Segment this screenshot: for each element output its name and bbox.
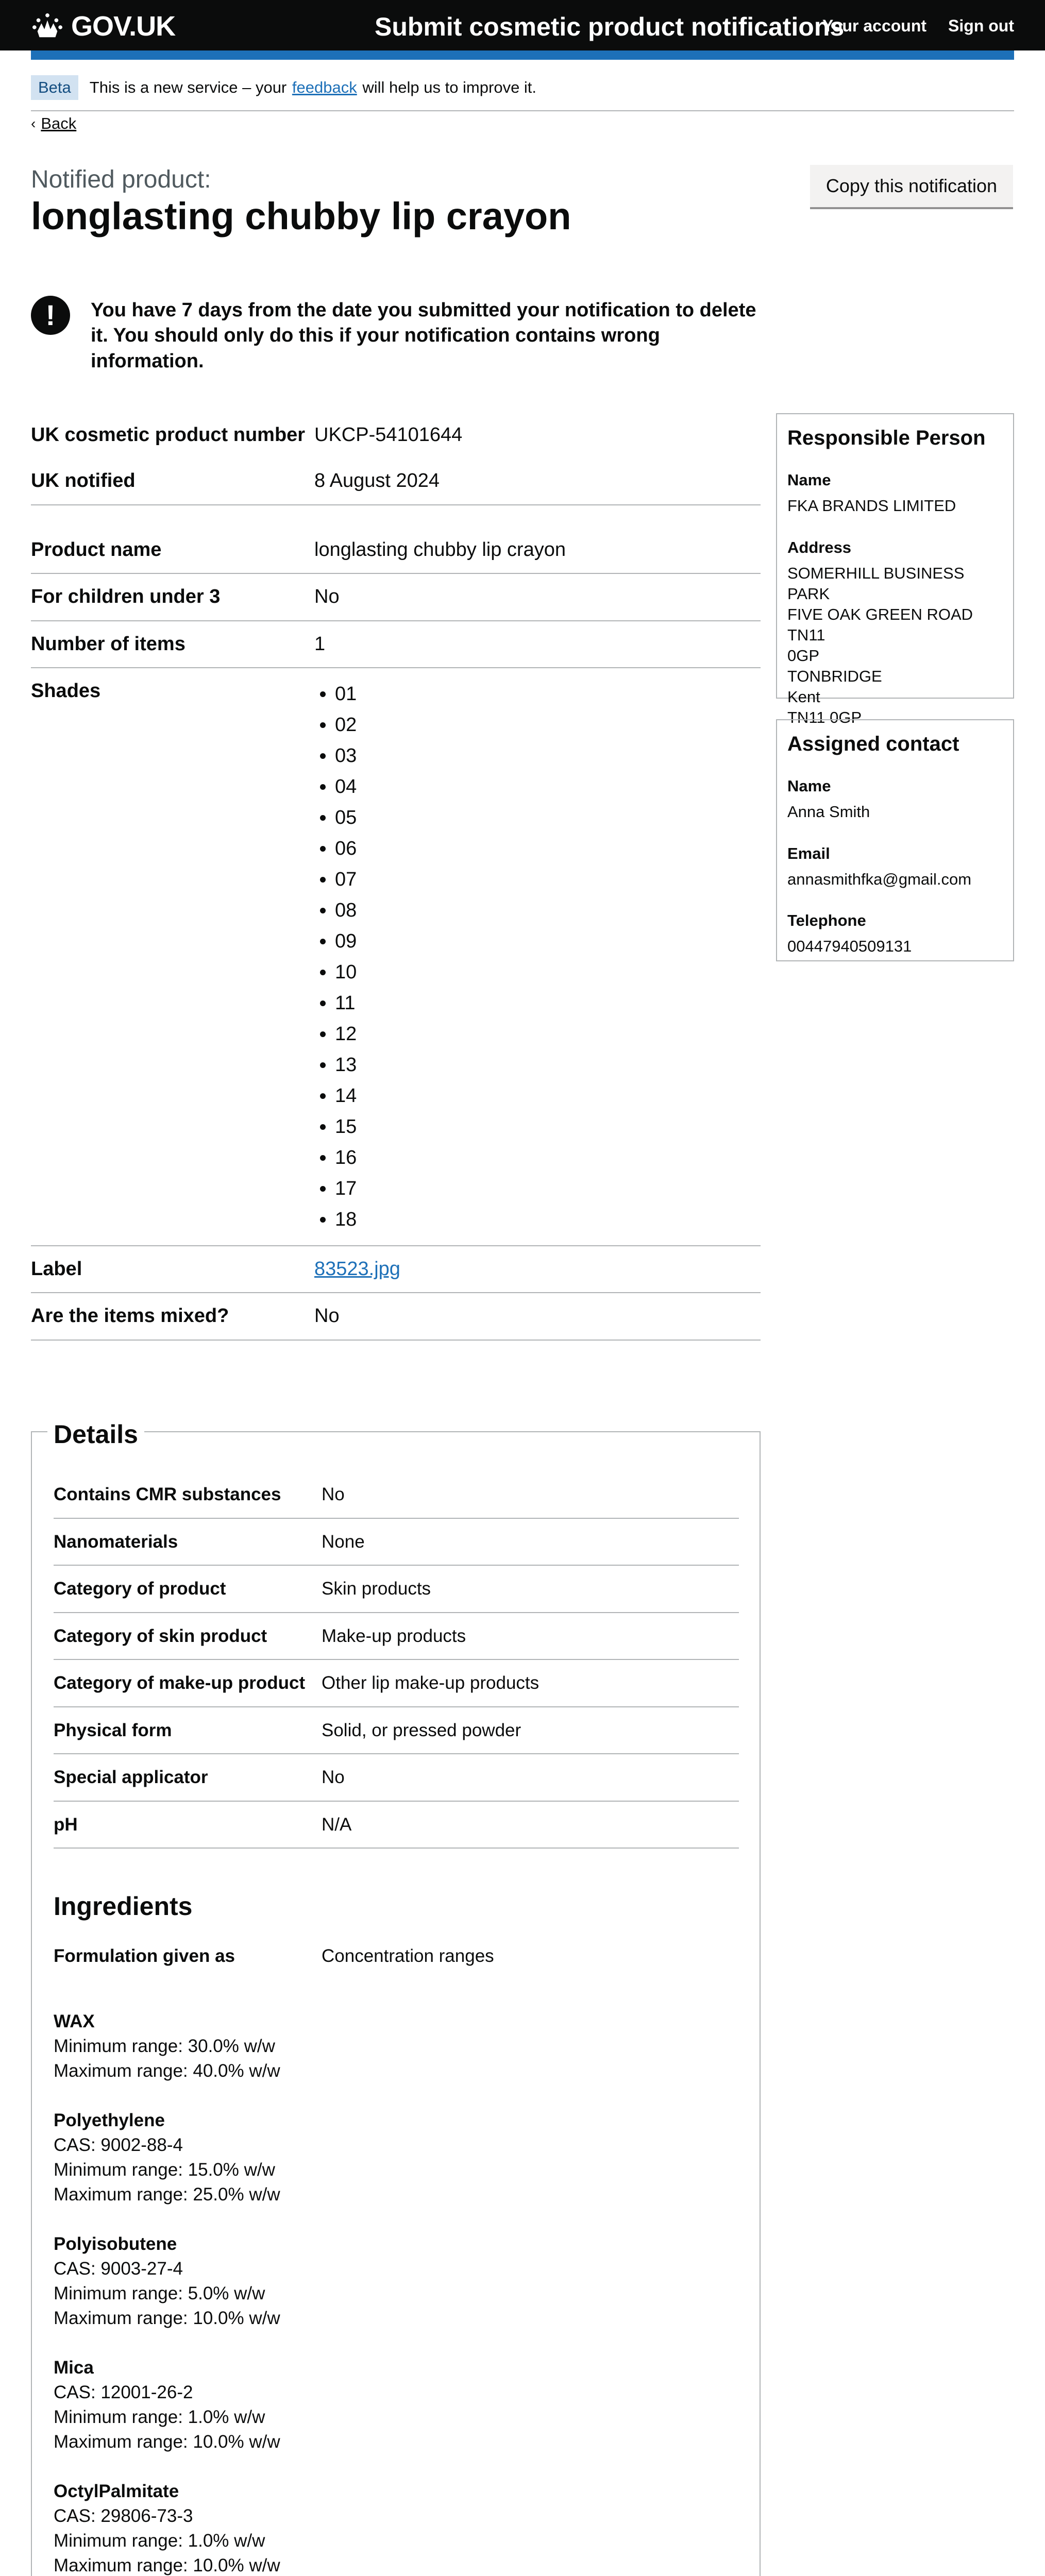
ingredient-item xyxy=(54,2009,280,2083)
ingredient-line: Minimum range: 1.0% w/w xyxy=(54,2407,265,2427)
summary-key: UK cosmetic product number xyxy=(31,424,306,446)
formulation-value: Concentration ranges xyxy=(322,1946,494,1966)
summary-key: UK notified xyxy=(31,470,136,492)
shade-item: • 09 xyxy=(335,926,761,957)
details-value: Solid, or pressed powder xyxy=(322,1720,521,1740)
details-panel xyxy=(31,1420,761,2576)
shade-item: • 08 xyxy=(335,895,761,926)
shade-item: • 14 xyxy=(335,1080,761,1111)
shade-item: • 16 xyxy=(335,1142,761,1173)
ingredient-line: Maximum range: 10.0% w/w xyxy=(54,2432,280,2452)
details-key: Category of make-up product xyxy=(54,1673,306,1693)
summary-key: Number of items xyxy=(31,633,186,655)
rp-address xyxy=(787,563,1003,728)
summary-value: 8 August 2024 xyxy=(314,470,440,492)
summary-value xyxy=(314,679,761,1235)
shade-item: • 15 xyxy=(335,1111,761,1142)
ingredient-item xyxy=(54,2355,280,2454)
ingredient-line: Maximum range: 25.0% w/w xyxy=(54,2184,280,2205)
nav-sign-out[interactable]: Sign out xyxy=(948,16,1014,35)
service-name[interactable]: Submit cosmetic product notifications xyxy=(375,12,845,41)
ingredient-line: CAS: 9003-27-4 xyxy=(54,2259,183,2279)
back-link[interactable] xyxy=(31,113,76,134)
summary-value: longlasting chubby lip crayon xyxy=(314,538,566,561)
shade-item: • 17 xyxy=(335,1173,761,1204)
details-value: N/A xyxy=(322,1814,352,1835)
details-row xyxy=(54,1802,739,1849)
shade-item: • 06 xyxy=(335,833,761,864)
rp-name: FKA BRANDS LIMITED xyxy=(787,497,956,515)
shade-item: • 12 xyxy=(335,1019,761,1049)
details-value: No xyxy=(322,1767,345,1787)
summary-row-mixed xyxy=(31,1293,761,1340)
address-line: Kent xyxy=(787,687,820,706)
ingredient-item xyxy=(54,2232,280,2331)
details-key: Special applicator xyxy=(54,1767,208,1787)
summary-value: No xyxy=(314,1305,340,1327)
beta-tag: Beta xyxy=(31,75,78,100)
shade-item: • 13 xyxy=(335,1049,761,1080)
page-caption: Notified product: xyxy=(31,166,211,193)
shade-item: • 05 xyxy=(335,802,761,833)
summary-row-items xyxy=(31,621,761,668)
address-line: 0GP xyxy=(787,646,820,665)
ingredient-line: Maximum range: 40.0% w/w xyxy=(54,2061,280,2081)
shade-item: • 07 xyxy=(335,864,761,895)
summary-value: No xyxy=(314,586,340,608)
summary-key: Label xyxy=(31,1258,82,1280)
crown-icon xyxy=(31,11,64,41)
ingredient-name: OctylPalmitate xyxy=(54,2481,179,2501)
summary-key: Are the items mixed? xyxy=(31,1305,229,1327)
header-nav xyxy=(822,15,1014,37)
ingredient-line: Minimum range: 5.0% w/w xyxy=(54,2283,265,2303)
label-image-link[interactable]: 83523.jpg xyxy=(314,1258,400,1280)
chevron-left-icon: ‹ xyxy=(31,115,36,131)
feedback-link[interactable]: feedback xyxy=(292,78,357,96)
summary-row-notified xyxy=(31,458,761,505)
contact-name-label: Name xyxy=(787,777,831,795)
summary-value: UKCP-54101644 xyxy=(314,424,463,446)
ingredient-line: CAS: 29806-73-3 xyxy=(54,2506,193,2526)
details-key: Physical form xyxy=(54,1720,172,1740)
shade-item: • 18 xyxy=(335,1204,761,1235)
summary-value: 1 xyxy=(314,633,326,655)
details-key: Nanomaterials xyxy=(54,1531,178,1552)
shade-item: • 01 xyxy=(335,679,761,709)
responsible-person-heading: Responsible Person xyxy=(787,427,986,449)
shade-item: • 04 xyxy=(335,771,761,802)
ingredient-name: Mica xyxy=(54,2358,94,2378)
details-key: pH xyxy=(54,1814,78,1835)
details-value: No xyxy=(322,1484,345,1504)
summary-key: Product name xyxy=(31,538,162,561)
phase-text-before: This is a new service – your xyxy=(89,78,287,96)
shade-item: • 02 xyxy=(335,709,761,740)
ingredient-line: Maximum range: 10.0% w/w xyxy=(54,2308,280,2328)
summary-key: Shades xyxy=(31,680,101,702)
summary-key: For children under 3 xyxy=(31,586,221,608)
site-header xyxy=(0,0,1045,50)
shade-item: • 03 xyxy=(335,740,761,771)
product-summary xyxy=(31,412,761,1341)
page-title: longlasting chubby lip crayon xyxy=(31,195,571,238)
rp-address-label: Address xyxy=(787,538,852,556)
nav-your-account[interactable]: Your account xyxy=(822,16,927,35)
contact-phone: 00447940509131 xyxy=(787,937,912,956)
warning-message: You have 7 days from the date you submitted your notification to delete it. You should only do this if your notification contains wrong information. xyxy=(91,299,756,372)
phase-text-after: will help us to improve it. xyxy=(362,78,537,96)
contact-email-label: Email xyxy=(787,844,830,862)
responsible-person-card xyxy=(776,413,1014,726)
details-row xyxy=(54,1566,739,1613)
address-line: TONBRIDGE xyxy=(787,667,882,685)
address-line: FIVE OAK GREEN ROAD TN11 xyxy=(787,605,973,644)
warning-icon: ! xyxy=(31,296,70,335)
rp-name-label: Name xyxy=(787,471,831,489)
ingredient-line: CAS: 12001-26-2 xyxy=(54,2382,193,2402)
summary-value xyxy=(314,1257,761,1282)
govuk-logo[interactable] xyxy=(31,8,175,44)
details-row xyxy=(54,1471,739,1519)
ingredient-item xyxy=(54,2108,280,2207)
shades-list xyxy=(314,679,761,1235)
contact-email: annasmithfka@gmail.com xyxy=(787,870,972,888)
ingredients-heading: Ingredients xyxy=(54,1892,193,1921)
details-legend: Details xyxy=(47,1418,144,1451)
details-value: Skin products xyxy=(322,1579,431,1599)
details-value: Other lip make-up products xyxy=(322,1673,540,1693)
ingredient-line: Minimum range: 1.0% w/w xyxy=(54,2531,265,2551)
ingredient-item xyxy=(54,2479,280,2576)
formulation-row xyxy=(54,1944,494,1968)
ingredient-name: Polyethylene xyxy=(54,2110,165,2130)
summary-row-ukcp xyxy=(31,412,761,458)
details-row xyxy=(54,1613,739,1660)
shade-item: • 11 xyxy=(335,988,761,1019)
details-list xyxy=(54,1471,739,1849)
ingredient-line: CAS: 9002-88-4 xyxy=(54,2135,183,2155)
details-row xyxy=(54,1519,739,1566)
ingredient-name: WAX xyxy=(54,2011,95,2031)
summary-row-shades xyxy=(31,668,761,1246)
ingredient-name: Polyisobutene xyxy=(54,2234,177,2254)
warning-text xyxy=(31,296,773,374)
details-row xyxy=(54,1754,739,1802)
summary-row-children xyxy=(31,574,761,621)
details-row xyxy=(54,1660,739,1707)
ingredients-list xyxy=(54,2009,280,2576)
details-key: Category of skin product xyxy=(54,1625,267,1646)
address-line: SOMERHILL BUSINESS PARK xyxy=(787,564,965,603)
header-blue-bar xyxy=(31,50,1014,60)
details-key: Contains CMR substances xyxy=(54,1484,281,1504)
details-row xyxy=(54,1707,739,1755)
logo-text: GOV.UK xyxy=(71,11,176,42)
formulation-key: Formulation given as xyxy=(54,1946,235,1966)
summary-row-label xyxy=(31,1246,761,1293)
ingredient-line: Maximum range: 10.0% w/w xyxy=(54,2555,280,2575)
assigned-contact-heading: Assigned contact xyxy=(787,733,959,755)
details-key: Category of product xyxy=(54,1579,226,1599)
assigned-contact-card xyxy=(776,719,1014,961)
copy-notification-button[interactable]: Copy this notification xyxy=(810,165,1013,207)
address-line: TN11 0GP xyxy=(787,708,862,726)
details-value: None xyxy=(322,1531,365,1552)
contact-phone-label: Telephone xyxy=(787,911,866,930)
shade-item: • 10 xyxy=(335,957,761,988)
summary-row-product-name xyxy=(31,527,761,574)
contact-name: Anna Smith xyxy=(787,803,870,821)
details-value: Make-up products xyxy=(322,1625,466,1646)
ingredient-line: Minimum range: 15.0% w/w xyxy=(54,2160,275,2180)
back-link-label[interactable]: Back xyxy=(41,114,77,132)
phase-banner xyxy=(31,60,1014,111)
ingredient-line: Minimum range: 30.0% w/w xyxy=(54,2036,275,2056)
